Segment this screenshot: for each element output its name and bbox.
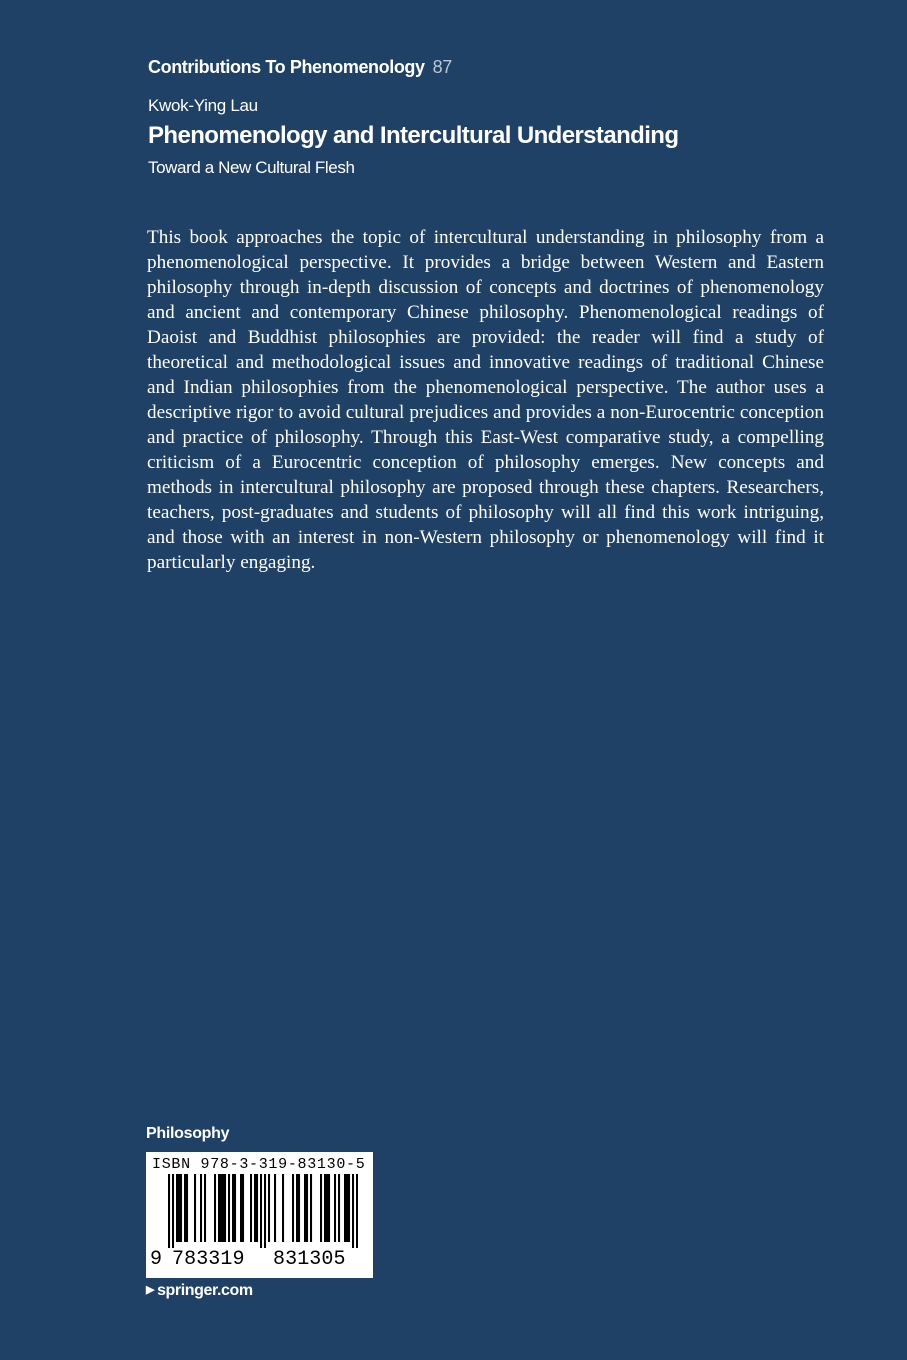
barcode-bar [250, 1174, 252, 1242]
barcode-bar [176, 1174, 178, 1242]
arrow-right-icon: ▶ [146, 1284, 155, 1296]
book-title: Phenomenology and Intercultural Understanding [148, 122, 679, 149]
barcode-right-digits: 831305 [273, 1248, 346, 1271]
series-line [148, 57, 452, 78]
barcode-bar [274, 1174, 276, 1242]
barcode-bar [320, 1174, 322, 1242]
barcode-bar [306, 1174, 308, 1242]
barcode-bar [282, 1174, 284, 1242]
series-number: 87 [432, 57, 452, 77]
isbn-label: ISBN 978-3-319-83130-5 [152, 1156, 366, 1173]
barcode-bar [186, 1174, 188, 1242]
barcode-bar [268, 1174, 270, 1242]
barcode-bar [184, 1174, 186, 1242]
barcode-bar [214, 1174, 216, 1242]
barcode-bar [338, 1174, 340, 1242]
barcode-bar [356, 1174, 358, 1248]
barcode-bar [240, 1174, 242, 1242]
barcode-bar [328, 1174, 330, 1242]
barcode-bar [168, 1174, 170, 1248]
author-name: Kwok-Ying Lau [148, 96, 258, 115]
barcode-bar [256, 1174, 258, 1242]
barcode-bar [334, 1174, 336, 1242]
barcode-bars [168, 1174, 358, 1248]
barcode-bar [232, 1174, 234, 1242]
barcode-bar [242, 1174, 244, 1242]
barcode-bar [200, 1174, 202, 1242]
barcode-bar [348, 1174, 350, 1242]
barcode-bar [346, 1174, 348, 1242]
barcode-bar [234, 1174, 236, 1242]
barcode-bar [352, 1174, 354, 1248]
series-name: Contributions To Phenomenology [148, 57, 425, 77]
barcode-bar [310, 1174, 312, 1242]
book-subtitle: Toward a New Cultural Flesh [148, 158, 355, 177]
barcode-bar [254, 1174, 256, 1242]
barcode-bar [194, 1174, 196, 1242]
barcode-bar [218, 1174, 220, 1242]
isbn-barcode [146, 1152, 373, 1278]
barcode-bar [264, 1174, 266, 1248]
barcode-bar [296, 1174, 298, 1242]
barcode-left-digits: 783319 [172, 1248, 245, 1271]
book-description: This book approaches the topic of intercultural understanding in philosophy from a phenomenological perspective. It provides a bridge between Western and Eastern philosophy through in-depth discussion of concepts and doctrines of phenomenology and ancient and contemporary Chinese philosophy. Phenomenological readings of Daoist and Buddhist philosophies are provided: the reader will find a study of theoretical and methodological issues and innovative readings of traditional Chinese and Indian philosophies from the phenomenological perspective. The author uses a descriptive rigor to avoid cultural prejudices and provides a non-Eurocentric conception and practice of philosophy. Through this East-West comparative study, a compelling criticism of a Eurocentric conception of philosophy emerges. New concepts and methods in intercultural philosophy are proposed through these chapters. Researchers, teachers, post-graduates and students of philosophy will all find this work intriguing, and those with an interest in non-Western philosophy or phenomenology will find it particularly engaging. [147, 227, 824, 573]
barcode-bar [260, 1174, 262, 1248]
barcode-bar [304, 1174, 306, 1242]
barcode-bar [180, 1174, 182, 1242]
barcode-bar [228, 1174, 230, 1242]
barcode-bar [324, 1174, 326, 1242]
barcode-bar [220, 1174, 222, 1242]
barcode-bar [172, 1174, 174, 1248]
barcode-lead-digit: 9 [150, 1248, 163, 1271]
barcode-bar [298, 1174, 300, 1242]
barcode-bar [326, 1174, 328, 1242]
subject-category: Philosophy [146, 1125, 230, 1142]
barcode-bar [224, 1174, 226, 1242]
barcode-bar [222, 1174, 224, 1242]
barcode-bar [344, 1174, 346, 1242]
publisher-website [146, 1282, 253, 1300]
barcode-bar [178, 1174, 180, 1242]
barcode-bar [204, 1174, 206, 1242]
website-label: springer.com [157, 1282, 253, 1299]
barcode-bar [292, 1174, 294, 1242]
